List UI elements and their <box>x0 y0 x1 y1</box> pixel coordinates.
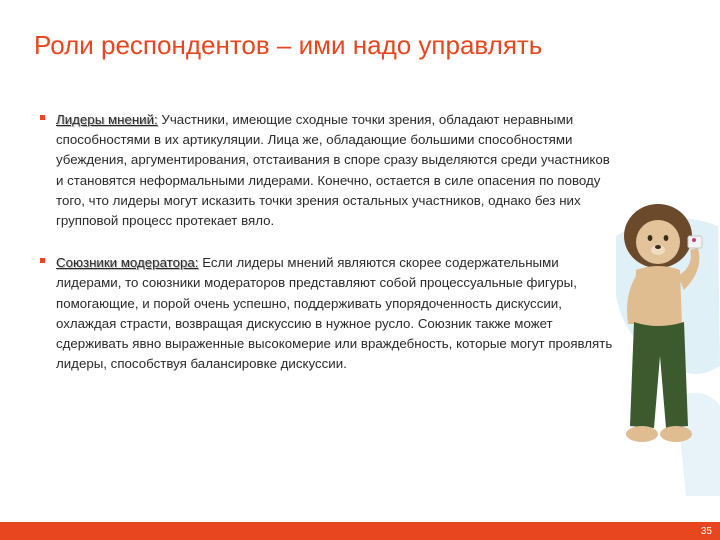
bullet-term: Союзники модератора: <box>56 255 199 271</box>
page-number: 35 <box>700 526 712 537</box>
bullet-opinion-leaders <box>34 110 614 231</box>
bullet-square-icon <box>40 115 45 120</box>
slide-title: Роли респондентов – ими надо управлять <box>34 30 543 60</box>
footer-bar <box>0 522 720 540</box>
bullet-moderator-allies <box>34 253 614 374</box>
bullet-square-icon <box>40 258 45 263</box>
bullet-list <box>34 110 614 374</box>
bullet-text: Если лидеры мнений являются скорее содержательными лидерами, то союзники модераторов представляют собой процессуальные фигуры, помогающие, и порой очень успешно, поддерживать упорядоченность дискуссии, охлаждая страсти, возвращая дискуссию в нужное русло. Союзник также может сдерживать явно выраженные высокомерие или враждебность, которые могут проявлять лидеры, способствуя балансировке дискуссии. <box>56 255 613 372</box>
bullet-term: Лидеры мнений: <box>56 112 158 127</box>
lion-cub-illustration <box>606 196 720 496</box>
bullet-text: Участники, имеющие сходные точки зрения, обладают неравными способностями в их артикуляции. Лица же, обладающие большими способностями убеждения, аргументирования, отстаивания в споре сразу выделяются среди участников и становятся неформальными лидерами. Конечно, остается в силе опасения по поводу того, что лидеры могут исказить точки зрения остальных участников, однако без них групповой процесс протекает вяло. <box>56 112 610 229</box>
